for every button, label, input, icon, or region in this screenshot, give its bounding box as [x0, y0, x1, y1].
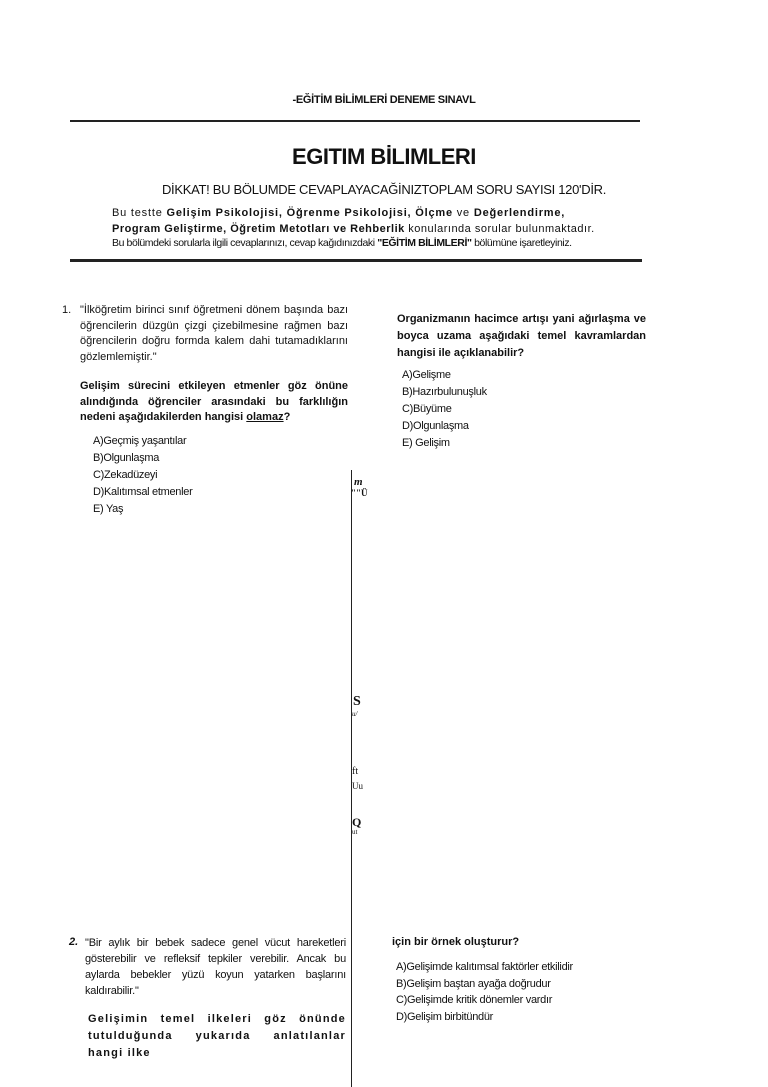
- q-right2-option-c[interactable]: C)Gelişimde kritik dönemler vardır: [396, 994, 553, 1006]
- intro-text: bölümüne işaretleyiniz.: [471, 237, 572, 249]
- margin-mark: ft: [352, 766, 359, 777]
- intro-subjects: Program Geliştirme, Öğretim Metotları ve Rehberlik: [112, 223, 405, 235]
- q-right1-option-e[interactable]: E) Gelişim: [402, 437, 450, 449]
- q1-negation: olamaz: [246, 411, 284, 423]
- intro-subjects: Gelişim Psikolojisi, Öğrenme Psikolojisi, Ölçme: [166, 207, 453, 219]
- intro-text: Bu testte: [112, 207, 167, 219]
- column-divider: [351, 470, 352, 1087]
- q-right1-option-c[interactable]: C)Büyüme: [402, 403, 452, 415]
- header-rule: [70, 120, 640, 122]
- q-right2-option-a[interactable]: A)Gelişimde kalıtımsal faktörler etkilidir: [396, 961, 573, 973]
- intro-text: Bu bölümdeki sorularla ilgili cevaplarınızı, cevap kağıdınızdaki: [112, 237, 378, 249]
- q-right1-options: [402, 367, 487, 452]
- q1-option-d[interactable]: D)Kalıtımsal etmenler: [93, 486, 193, 498]
- intro-line-2: [112, 222, 632, 236]
- intro-subjects: Değerlendirme,: [473, 207, 566, 219]
- q1-options: [93, 433, 192, 518]
- intro-line-1: [112, 206, 632, 220]
- q-right1-prompt: Organizmanın hacimce artışı yani ağırlaşma ve boyca uzama aşağıdaki temel kavramlardan hangisi ile açıklanabilir?: [397, 313, 646, 359]
- q1-prompt: [80, 379, 348, 426]
- margin-mark: ut: [352, 828, 358, 836]
- q-right2-options: [396, 959, 573, 1025]
- q1-option-b[interactable]: B)Olgunlaşma: [93, 452, 160, 464]
- margin-mark: Uu: [352, 781, 363, 791]
- q1-number: 1.: [62, 304, 72, 316]
- intro-text: konularında sorular bulunmaktadır.: [404, 223, 595, 235]
- intro-text: ve: [452, 207, 474, 219]
- section-warning: DİKKAT! BU BÖLUMDE CEVAPLAYACAĞİNIZTOPLAM SORU SAYISI 120'DİR.: [161, 182, 607, 197]
- margin-mark: S: [353, 694, 361, 709]
- q1-prompt-text: Gelişim sürecini etkileyen etmenler göz önüne alındığında öğrenciler arasındaki bu farklılığın nedeni aşağıdakilerden hangisi: [80, 380, 348, 423]
- q1-option-e[interactable]: E) Yaş: [93, 503, 124, 515]
- margin-mark: m: [354, 476, 363, 488]
- margin-mark: u/: [352, 710, 358, 718]
- q-right2-option-d[interactable]: D)Gelişim birbitündür: [396, 1010, 494, 1023]
- intro-section-name: "EĞİTİM BİLİMLERİ": [377, 237, 472, 249]
- q1-stem: "İlköğretim birinci sınıf öğretmeni dönem başında bazı öğrencilerin düzgün çizgi çizebilmesine rağmen bazı öğrencilerin doğru formda kalem dahi tutamadıklarını gözlemlemiştir.": [80, 304, 348, 363]
- q-right2-option-b[interactable]: B)Gelişim baştan ayağa doğrudur: [396, 977, 551, 990]
- q-right1-option-b[interactable]: B)Hazırbulunuşluk: [402, 386, 487, 398]
- q-right1-option-d[interactable]: D)Olgunlaşma: [402, 420, 469, 432]
- q-right2-prompt: için bir örnek oluşturur?: [392, 936, 520, 948]
- intro-rule: [70, 259, 642, 262]
- q2-number: 2.: [69, 936, 79, 948]
- q1-prompt-end: ?: [283, 411, 291, 423]
- q-right1-option-a[interactable]: A)Gelişme: [402, 369, 451, 381]
- q1-option-a[interactable]: A)Geçmiş yaşantılar: [93, 435, 187, 447]
- margin-mark: ""Ü: [351, 488, 368, 498]
- intro-line-3: [112, 236, 632, 250]
- exam-header: -EĞİTİM BİLİMLERİ DENEME SINAVL: [292, 94, 476, 106]
- q2-stem: "Bir aylık bir bebek sadece genel vücut hareketleri gösterebilir ve refleksif tepkiler verebilir. Ancak bu aylarda bebekler yüzü koyun yatarken başlarını kaldırabilir.": [85, 937, 346, 997]
- margin-mark: Q: [352, 815, 362, 829]
- q2-prompt: Gelişimin temel ilkeleri göz önünde tutulduğunda yukarıda anlatılanlar hangi ilke: [88, 1013, 346, 1059]
- q1-option-c[interactable]: C)Zekadüzeyi: [93, 469, 158, 481]
- section-title: EGITIM BİLIMLERI: [292, 144, 476, 169]
